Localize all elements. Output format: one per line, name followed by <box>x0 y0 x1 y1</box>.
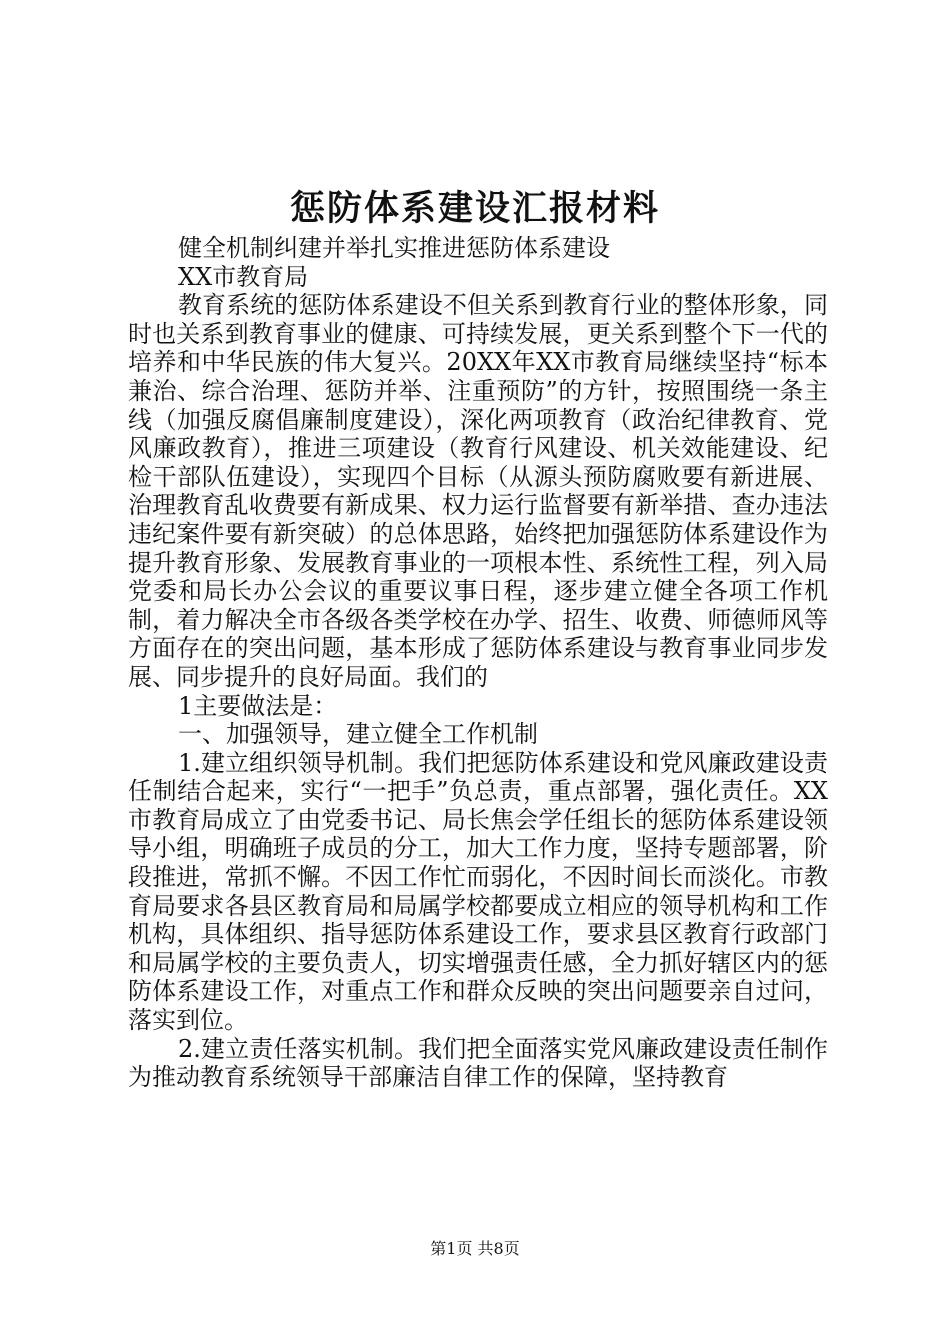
paragraph: 1.建立组织领导机制。我们把惩防体系建设和党风廉政建设责任制结合起来，实行“一把手”负总责，重点部署，强化责任。XX市教育局成立了由党委书记、局长焦会学任组长的惩防体系建设领导小组，明确班子成员的分工，加大工作力度，坚持专题部署，阶段推进，常抓不懈。不因工作忙而弱化，不因时间长而淡化。市教育局要求各县区教育局和局属学校都要成立相应的领导机构和工作机构，具体组织、指导惩防体系建设工作，要求县区教育行政部门和局属学校的主要负责人，切实增强责任感，全力抓好辖区内的惩防体系建设工作，对重点工作和群众反映的突出问题要亲自过问，落实到位。 <box>128 748 828 1035</box>
subtitle: 健全机制纠建并举扎实推进惩防体系建设 <box>178 234 610 262</box>
paragraph: 1主要做法是： <box>178 691 338 720</box>
author-line: XX市教育局 <box>178 262 309 291</box>
paragraph: 2.建立责任落实机制。我们把全面落实党风廉政建设责任制作为推动教育系统领导干部廉洁自律工作的保障，坚持教育 <box>128 1034 828 1092</box>
page-footer: 第1页 共8页 <box>430 1239 520 1258</box>
section-heading: 一、加强领导，建立健全工作机制 <box>178 720 538 749</box>
document-body <box>128 234 828 1092</box>
document-title: 惩防体系建设汇报材料 <box>289 188 660 229</box>
paragraph: 教育系统的惩防体系建设不但关系到教育行业的整体形象，同时也关系到教育事业的健康、可持续发展，更关系到整个下一代的培养和中华民族的伟大复兴。20XX年XX市教育局继续坚持“标本兼治、综合治理、惩防并举、注重预防”的方针，按照围绕一条主线（加强反腐倡廉制度建设），深化两项教育（政治纪律教育、党风廉政教育），推进三项建设（教育行风建设、机关效能建设、纪检干部队伍建设），实现四个目标（从源头预防腐败要有新进展、治理教育乱收费要有新成果、权力运行监督要有新举措、查办违法违纪案件要有新突破）的总体思路，始终把加强惩防体系建设作为提升教育形象、发展教育事业的一项根本性、系统性工程，列入局党委和局长办公会议的重要议事日程，逐步建立健全各项工作机制，着力解决全市各级各类学校在办学、招生、收费、师德师风等方面存在的突出问题，基本形成了惩防体系建设与教育事业同步发展、同步提升的良好局面。我们的 <box>128 291 828 691</box>
